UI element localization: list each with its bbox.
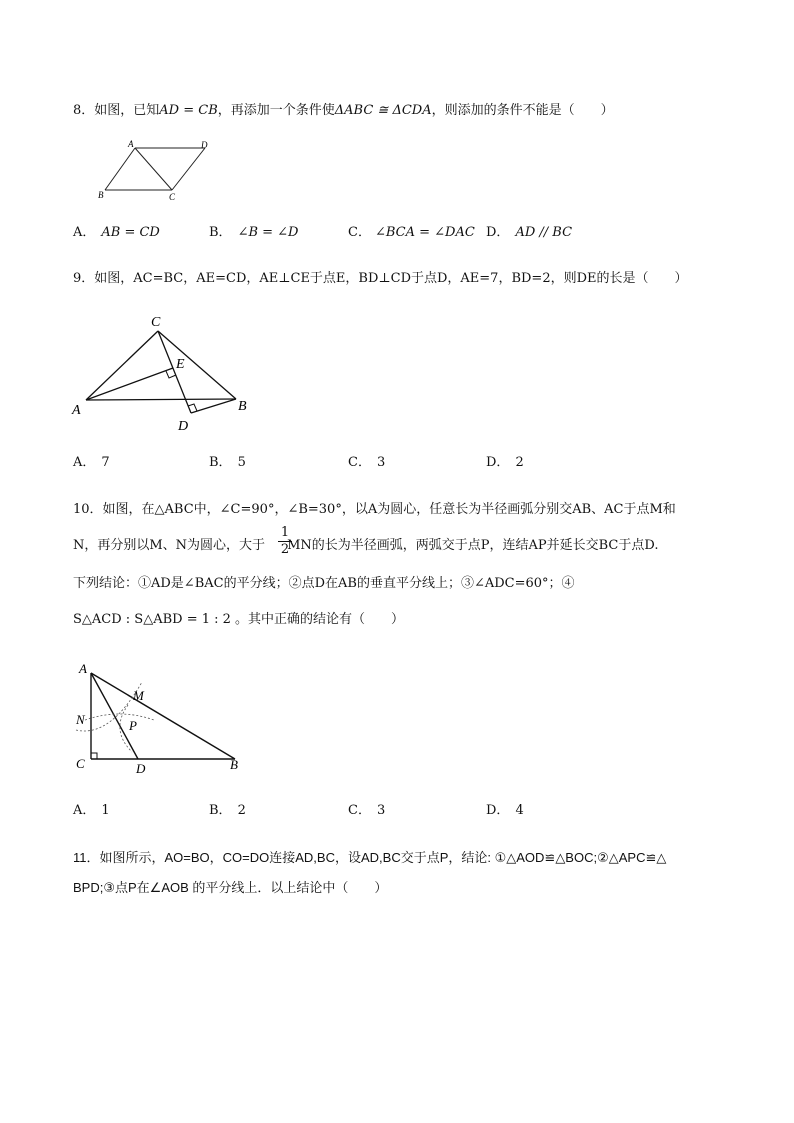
q8-label-D: D <box>201 140 208 150</box>
q9-side-CB <box>158 331 236 399</box>
q10-option-c: C． 3 <box>348 803 386 818</box>
q9-segment-BD <box>191 399 236 413</box>
q8-option-b: B． ∠B = ∠D <box>209 225 299 240</box>
q8-stem: 8．如图，已知AD = CB，再添加一个条件使ΔABC ≅ ΔCDA，则添加的条件不能是（ ） <box>73 103 614 118</box>
q10-label-D: D <box>136 761 146 776</box>
q10-line3: 下列结论：①AD是∠BAC的平分线；②点D在AB的垂直平分线上；③∠ADC=60°；④ <box>73 576 575 591</box>
q11-line1: 11．如图所示，AO=BO，CO=DO连接AD,BC，设AD,BC交于点P，结论: ①△AOD≌△BOC;②△APC≌△ <box>73 850 667 865</box>
q9-stem: 9．如图，AC=BC，AE=CD，AE⊥CE于点E，BD⊥CD于点D，AE=7，BD=2，则DE的长是（ ） <box>73 271 688 286</box>
q10-fraction <box>278 526 292 557</box>
q10-label-N: N <box>76 712 85 727</box>
q10-fraction-denominator: 2 <box>280 542 290 557</box>
q10-line4: S△ACD : S△ABD = 1 : 2 。其中正确的结论有（ ） <box>73 612 405 627</box>
q9-option-b: B． 5 <box>209 455 246 470</box>
q10-side-AB <box>91 673 235 759</box>
q10-option-d: D． 4 <box>486 803 524 818</box>
q8-label-C: C <box>169 192 176 202</box>
q10-label-B: B <box>230 757 238 772</box>
q9-label-D: D <box>178 419 189 434</box>
q9-option-d: D． 2 <box>486 455 524 470</box>
q10-right-angle-C <box>91 753 97 759</box>
q8-option-d: D． AD // BC <box>486 225 573 240</box>
q8-diagonal-AC <box>135 148 172 190</box>
q9-side-AB <box>86 399 236 400</box>
q10-line1: 10．如图，在△ABC中，∠C=90°，∠B=30°，以A为圆心，任意长为半径画弧分别交AB、AC于点M和 <box>73 502 676 517</box>
q8-option-c: C． ∠BCA = ∠DAC <box>348 225 475 240</box>
q8-side-BA <box>105 148 135 190</box>
q11-line2: BPD;③点P在∠AOB 的平分线上．以上结论中（ ） <box>73 880 388 895</box>
q10-line2: N，再分别以M、N为圆心，大于 MN的长为半径画弧，两弧交于点P，连结AP并延长交BC于点D. <box>73 538 659 553</box>
q10-fraction-numerator: 1 <box>280 525 290 540</box>
q9-label-C: C <box>151 315 161 330</box>
q8-option-a: A． AB = CD <box>73 225 160 240</box>
q10-figure <box>70 660 250 775</box>
q10-label-M: M <box>133 688 144 703</box>
q9-label-A: A <box>72 403 81 418</box>
q10-label-P: P <box>129 718 137 733</box>
q10-option-a: A． 1 <box>73 803 110 818</box>
q9-label-B: B <box>238 399 247 414</box>
q9-side-AC <box>86 331 158 400</box>
q10-label-A: A <box>79 661 87 676</box>
q9-option-a: A． 7 <box>73 455 110 470</box>
q8-label-B: B <box>98 190 104 200</box>
q8-figure <box>95 138 215 208</box>
q9-label-E: E <box>176 357 185 372</box>
q8-label-A: A <box>128 139 134 149</box>
q9-segment-AE <box>86 368 173 400</box>
q8-side-DC <box>172 148 205 190</box>
q9-figure <box>70 312 260 437</box>
q9-option-c: C． 3 <box>348 455 386 470</box>
q10-arc-from-N <box>85 714 154 720</box>
q10-label-C: C <box>76 756 85 771</box>
q10-option-b: B． 2 <box>209 803 246 818</box>
